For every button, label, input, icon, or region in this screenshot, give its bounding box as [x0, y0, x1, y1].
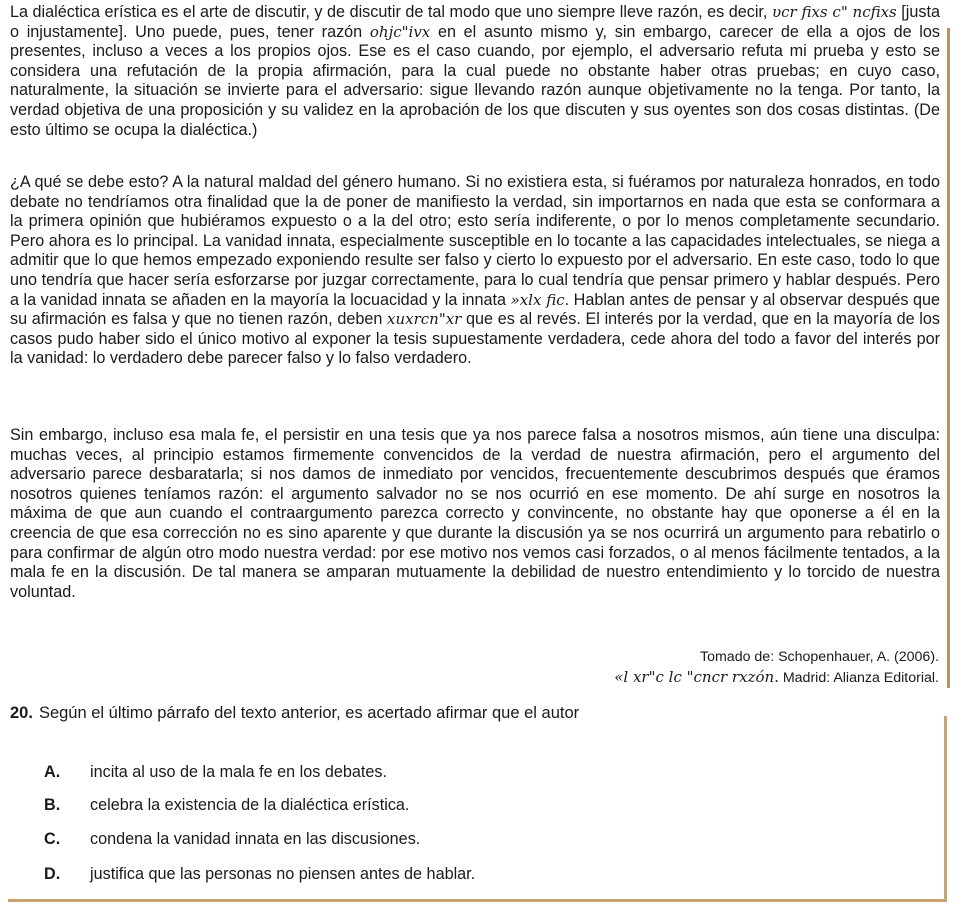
option-text: condena la vanidad innata en las discusiones.	[90, 830, 421, 848]
option-text: celebra la existencia de la dialéctica erística.	[90, 796, 410, 814]
passage-side-rule	[947, 28, 950, 688]
p1-text-a: La dialéctica erística es el arte de discutir, y de discutir de tal modo que uno siempre lleve razón, es decir,	[10, 3, 772, 21]
options-frame-right	[944, 716, 947, 902]
p1-text-b: [justa o injustamente]. Uno puede, pues, tener razón	[10, 3, 940, 41]
question-stem: Según el último párrafo del texto anterior, es acertado afirmar que el autor	[38, 704, 580, 722]
answer-option-d[interactable]	[44, 864, 475, 884]
p2-text-a: ¿A qué se debe esto? A la natural maldad del género humano. Si no existiera esta, si fuéramos por naturaleza honrados, en todo debate no tendríamos otra finalidad que la de poner de manifiesto la verdad, sin importarnos en nada que esta se conformara a la primera opinión que hubiéramos expuesto o a la del otro; esto sería indiferente, o por lo menos completamente secundario. Pero ahora es lo principal. La vanidad innata, especialmente susceptible en lo tocante a las capacidades intelectuales, se niega a admitir que lo que hemos empezado exponiendo resulte ser falso y cierto lo expuesto por el adversario. En este caso, todo lo que uno tendría que hacer sería esforzarse por juzgar correctamente, para lo cual tendría que pensar primero y hablar después. Pero a la vanidad innata se añaden en la mayoría la locuacidad y la innata	[10, 173, 940, 309]
source-citation-line-2	[614, 668, 939, 688]
option-text: incita al uso de la mala fe en los debates.	[90, 763, 387, 781]
answer-option-b[interactable]	[44, 795, 409, 815]
p2-greek-term-2: xuxrcn"xr	[387, 310, 462, 329]
source-publisher: Madrid: Alianza Editorial.	[778, 670, 939, 686]
passage-paragraph-1	[10, 3, 940, 140]
option-text: justifica que las personas no piensen antes de hablar.	[90, 865, 476, 883]
options-frame-bottom	[8, 899, 947, 902]
question-number: 20.	[10, 704, 33, 722]
passage-paragraph-3: Sin embargo, incluso esa mala fe, el persistir en una tesis que ya nos parece falsa a nosotros mismos, aún tiene una disculpa: muchas veces, al principio estamos firmemente convencidos de la verdad de nuestra afirmación, pero el argumento del adversario parece desbaratarla; si nos damos de inmediato por vencidos, frecuentemente descubrimos después que éramos nosotros quienes teníamos razón: el argumento salvador no se nos ocurrió en ese momento. De ahí surge en nosotros la máxima de que aun cuando el contraargumento parezca correcto y convincente, no obstante hay que oponerse a él en la creencia de que esa corrección no es sino aparente y que durante la discusión ya se nos ocurrirá un argumento para rebatirlo o para confirmar de algún otro modo nuestra verdad: por ese motivo nos vemos casi forzados, o al menos fácilmente tentados, a la mala fe en la discusión. De tal manera se amparan mutuamente la debilidad de nuestro entendimiento y lo torcido de nuestra voluntad.	[10, 426, 940, 601]
answer-option-a[interactable]	[44, 762, 387, 782]
p2-text-b: . Hablan antes de pensar y al observar después que su afirmación es falsa y que no tienen razón, deben	[10, 290, 940, 329]
option-letter: A.	[44, 763, 61, 781]
option-letter: D.	[44, 865, 61, 883]
option-letter: B.	[44, 796, 61, 814]
option-letter: C.	[44, 830, 61, 848]
answer-option-c[interactable]	[44, 829, 420, 849]
p1-greek-term-1: υcr fixs c" ncfixs	[771, 3, 897, 21]
source-citation-line-1: Tomado de: Schopenhauer, A. (2006).	[700, 649, 939, 665]
question-20	[10, 702, 579, 724]
p2-text-c: que es al revés. El interés por la verdad, que en la mayoría de los casos pudo haber sido el único motivo al exponer la tesis supuestamente verdadera, cede ahora del todo a favor del interés por la vanidad: lo verdadero debe parecer falso y lo falso verdadero.	[10, 310, 941, 368]
p1-text-c: en el asunto mismo y, sin embargo, carecer de ella a ojos de los presentes, incluso a veces a los propios ojos. Ese es el caso cuando, por ejemplo, el adversario refuta mi prueba y esto se considera una refutación de la propia afirmación, para la cual puede no obstante haber otras pruebas; en cuyo caso, naturalmente, la situación se invierte para el adversario: sigue llevando razón aunque objetivamente no la tenga. Por tanto, la verdad objetiva de una proposición y su validez en la aprobación de los que discuten y sus oyentes son dos cosas distintas. (De esto último se ocupa la dialéctica.)	[10, 22, 940, 139]
p2-greek-term-1: »xlx fic	[510, 290, 565, 309]
p1-greek-term-2: οhjc"ivx	[369, 22, 431, 41]
passage-paragraph-2	[10, 173, 940, 369]
source-book-title: «l xr"c lc "cncr rxzón.	[614, 668, 779, 686]
